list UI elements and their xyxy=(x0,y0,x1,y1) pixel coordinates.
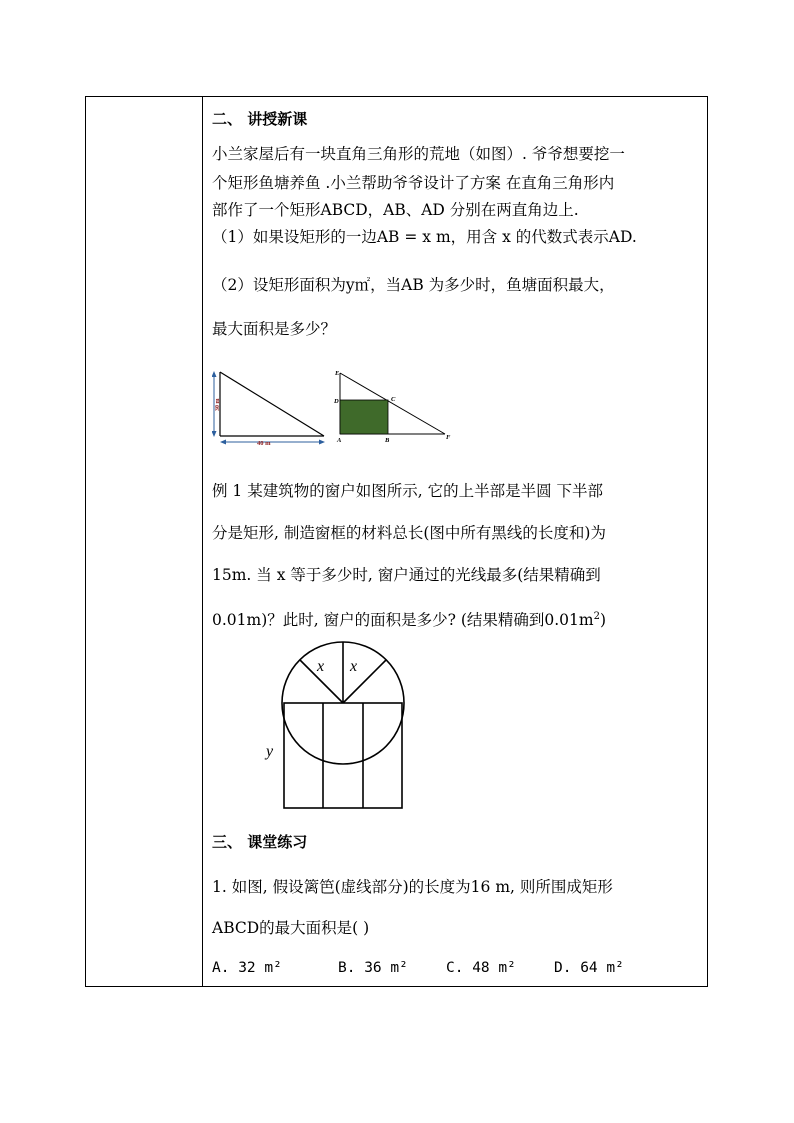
option-d: D. 64 m² xyxy=(554,960,624,976)
option-b: B. 36 m² xyxy=(338,960,408,976)
window-label-x-left: x xyxy=(317,658,325,675)
point-label-c: C xyxy=(391,396,396,403)
section-heading-practice: 三、 课堂练习 xyxy=(212,833,308,851)
triangle-hypotenuse xyxy=(220,372,324,436)
question-2-line2: 最大面积是多少？ xyxy=(212,320,337,338)
window-rectangle xyxy=(284,703,402,808)
point-label-e: E xyxy=(335,370,340,377)
example-1-line4-end: ) xyxy=(599,611,607,629)
triangle-figure xyxy=(212,363,462,448)
point-label-a: A xyxy=(337,437,342,444)
point-label-d: D xyxy=(334,398,339,405)
point-label-f: F xyxy=(446,434,451,441)
label-30m: 30 m xyxy=(215,398,221,411)
section-heading-new-lesson: 二、 讲授新课 xyxy=(212,110,308,128)
question-2-line1: （2）设矩形面积为y㎡，当AB 为多少时，鱼塘面积最大， xyxy=(212,276,615,294)
column-divider xyxy=(202,96,203,987)
option-a: A. 32 m² xyxy=(212,960,282,976)
question-1: （1）如果设矩形的一边AB = x m，用含 x 的代数式表示AD. xyxy=(212,228,637,246)
example-1-line2: 分是矩形, 制造窗框的材料总长(图中所有黑线的长度和)为 xyxy=(212,524,606,542)
problem-text-line2: 个矩形鱼塘养鱼 .小兰帮助爷爷设计了方案 在直角三角形内 xyxy=(212,174,615,192)
point-label-b: B xyxy=(385,437,390,444)
example-1-superscript: 2 xyxy=(593,610,600,622)
pond-rectangle xyxy=(340,400,388,434)
window-label-x-right: x xyxy=(350,658,358,675)
window-label-y: y xyxy=(266,743,274,760)
option-c: C. 48 m² xyxy=(446,960,516,976)
example-1-line1: 例 1 某建筑物的窗户如图所示, 它的上半部是半圆 下半部 xyxy=(212,482,603,500)
example-1-line4-text: 0.01m)？此时, 窗户的面积是多少? (结果精确到0.01m xyxy=(212,611,594,629)
example-1-line3: 15m. 当 x 等于多少时, 窗户通过的光线最多(结果精确到 xyxy=(212,566,601,584)
example-1-line4 xyxy=(212,608,606,630)
practice-q1-line1: 1. 如图, 假设篱笆(虚线部分)的长度为16 m, 则所围成矩形 xyxy=(212,878,613,896)
practice-q1-line2: ABCD的最大面积是( ) xyxy=(212,919,370,937)
dimension-arrow-horizontal xyxy=(220,440,325,445)
problem-text-line1: 小兰家屋后有一块直角三角形的荒地（如图）. 爷爷想要挖一 xyxy=(212,145,625,163)
problem-text-line3: 部作了一个矩形ABCD，AB、AD 分别在两直角边上. xyxy=(212,201,579,219)
label-40m: 40 m xyxy=(257,440,271,447)
window-figure xyxy=(262,636,412,816)
